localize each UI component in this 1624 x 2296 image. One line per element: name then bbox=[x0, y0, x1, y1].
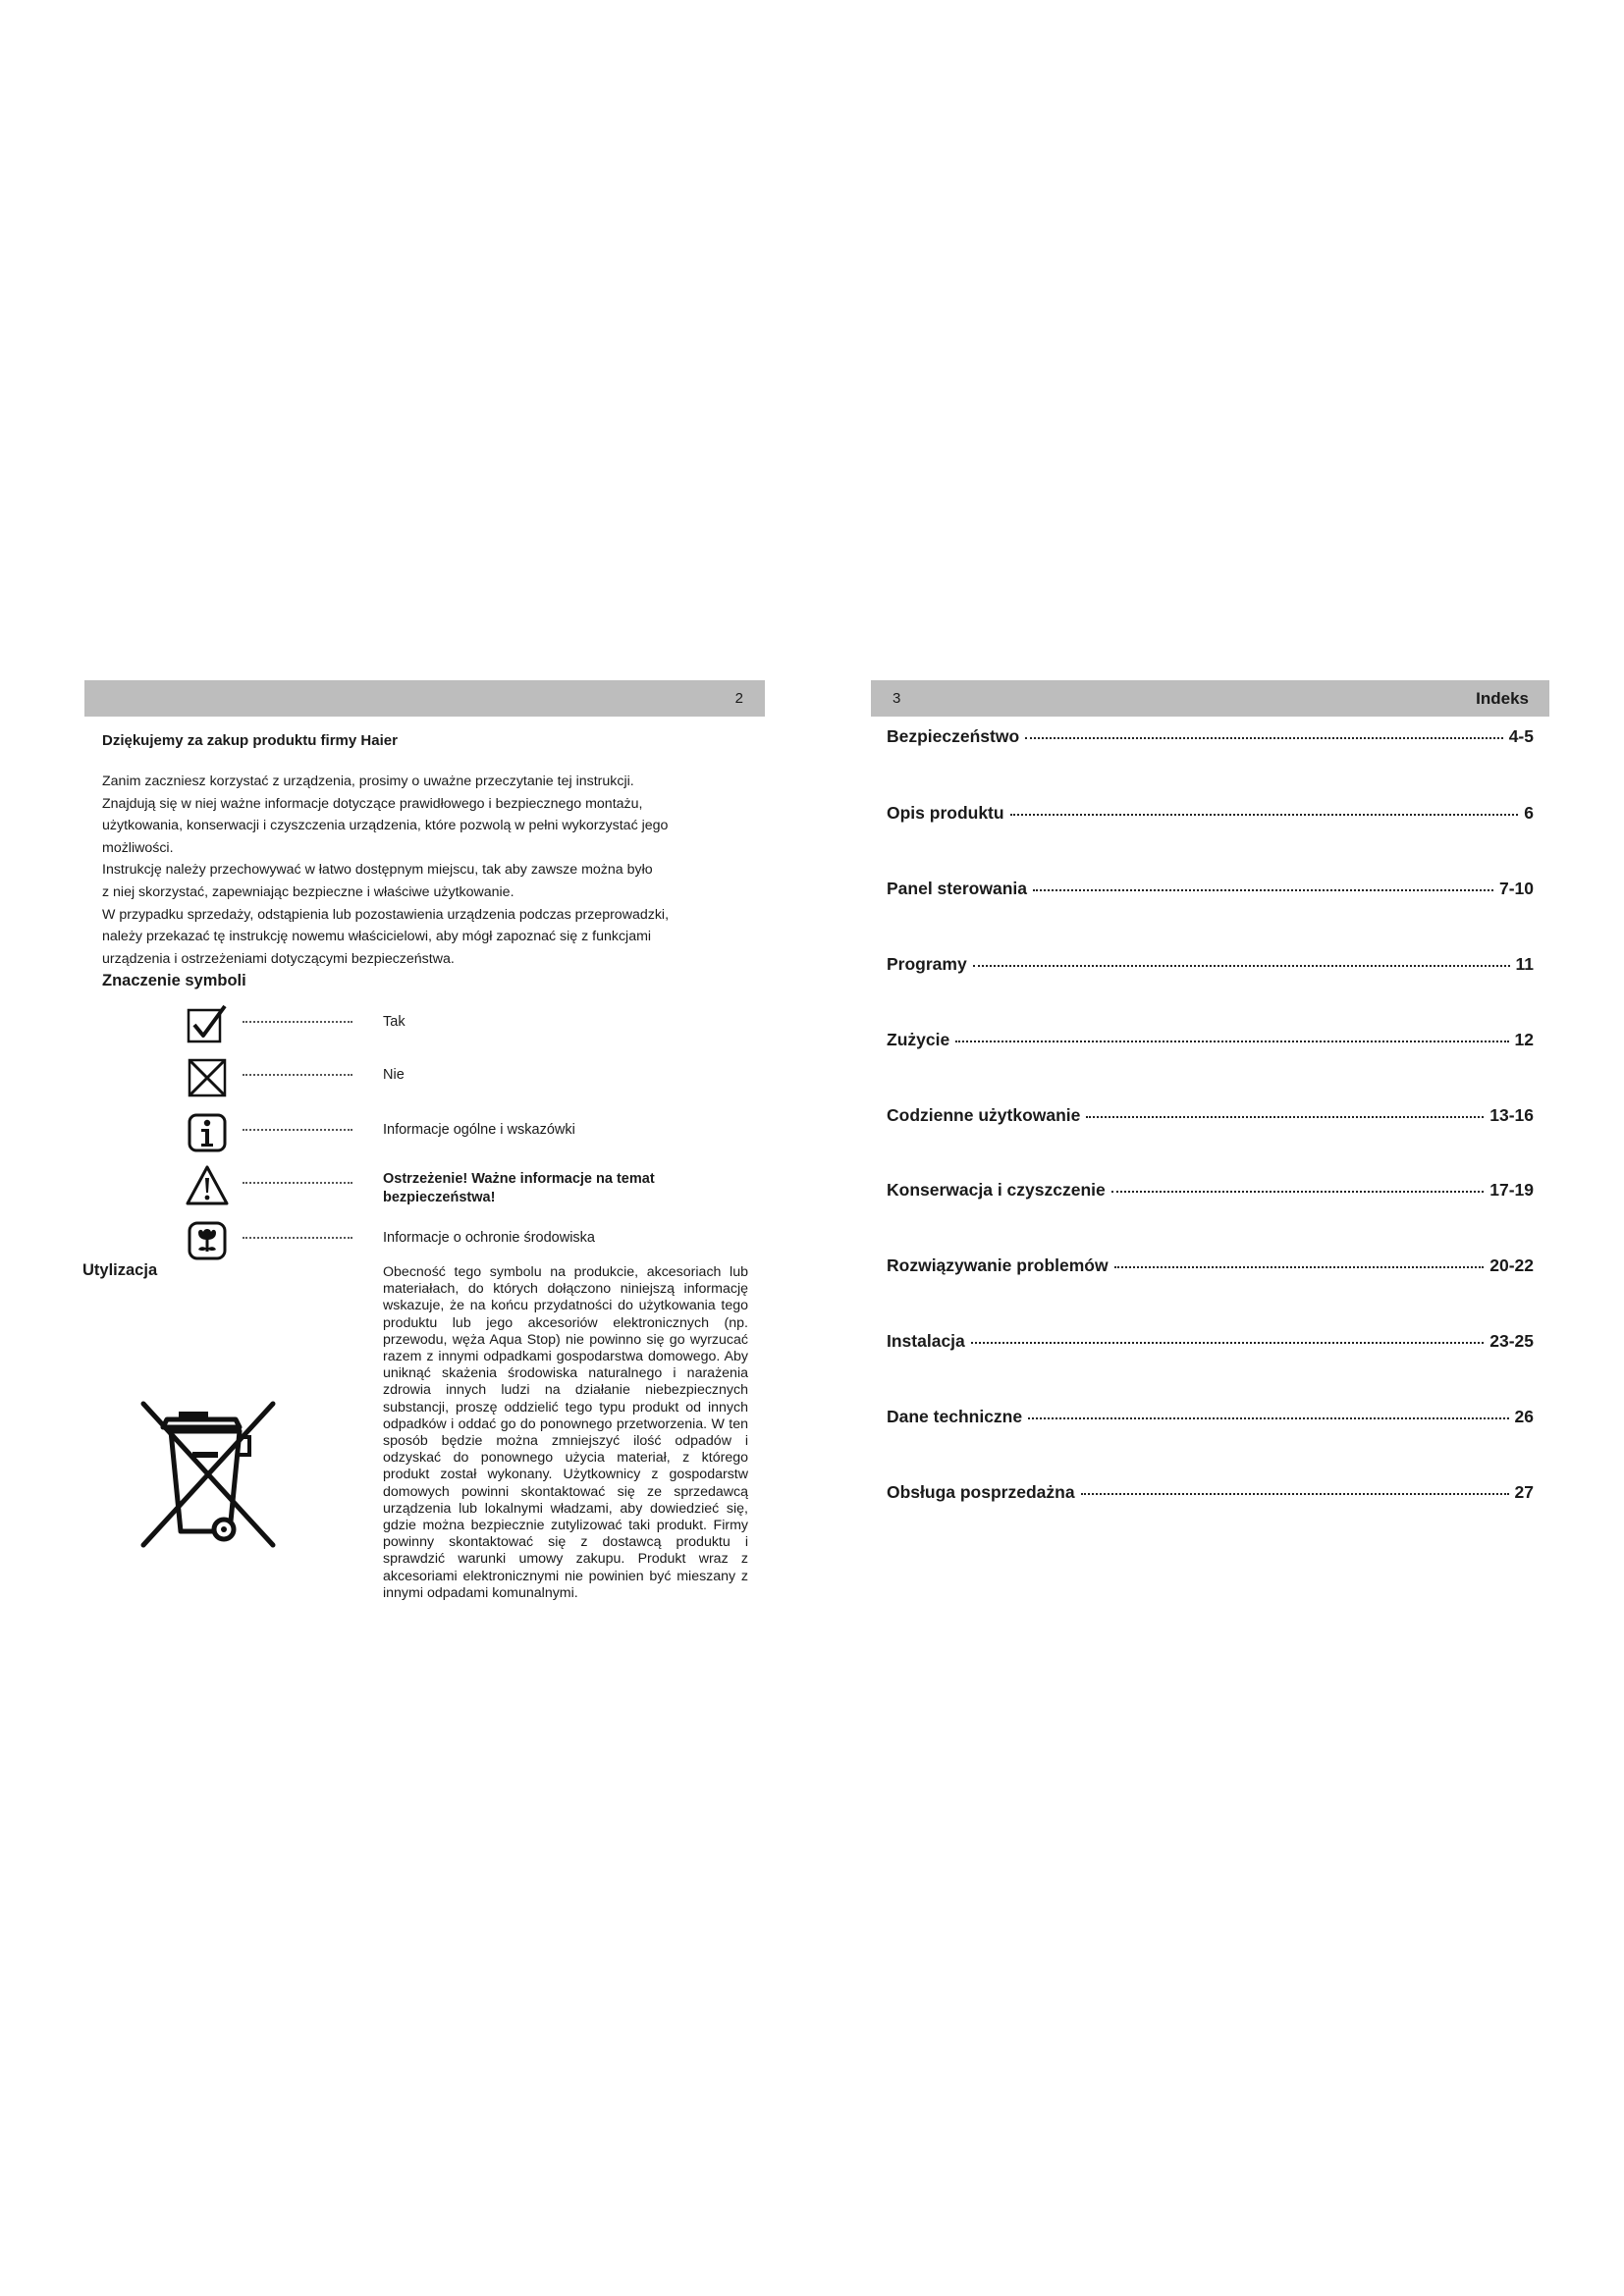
toc-pages: 11 bbox=[1515, 954, 1534, 974]
toc-title: Programy bbox=[887, 954, 967, 974]
toc-pages: 26 bbox=[1514, 1407, 1534, 1426]
toc-title: Codzienne użytkowanie bbox=[887, 1105, 1081, 1125]
disposal-heading: Utylizacja bbox=[82, 1261, 158, 1279]
page-number: 3 bbox=[893, 690, 901, 707]
toc-pages: 23-25 bbox=[1489, 1331, 1534, 1351]
symbol-row-no bbox=[186, 1056, 735, 1099]
disposal-text: Obecność tego symbolu na produkcie, akcesoriach lub materiałach, do których dołączono niniejszą informację wskazuje, że na końcu przydatności do użytkowania tego produktu lub jego akcesoriów elektronicznych (np. przewodu, węża Aqua Stop) nie powinno się go wyrzucać razem z innymi odpadkami gospodarstwa domowego. Aby uniknąć skażenia środowiska naturalnego i narażenia zdrowia innych ludzi na działanie niebezpiecznych substancji, proszę oddzielić tego typu produkt od innych odpadków i oddać go do ponownego przetworzenia. W ten sposób będzie można zmniejszyć ilość odpadów i odzyskać do ponownego użycia materiał, z którego produkt został wykonany. Użytkownicy z gospodarstw domowych powinni skontaktować się ze sprzedawcą urządzenia lub lokalnymi władzami, aby dowiedzieć się, gdzie można bezpiecznie zutylizować taki produkt. Firmy powinny skontaktować się z dostawcą produktu i sprawdzić warunki umowy zakupu. Produkt wraz z akcesoriami elektronicznymi nie powinien być mieszany z innymi odpadami komunalnymi. bbox=[383, 1264, 748, 1601]
symbols-heading: Znaczenie symboli bbox=[102, 972, 246, 989]
intro-line: urządzenia i ostrzeżeniami dotyczącymi bezpieczeństwa. bbox=[102, 950, 455, 967]
intro-line: należy przekazać tę instrukcję nowemu właścicielowi, aby mógł zapoznać się z funkcjami bbox=[102, 929, 652, 945]
symbol-label: Tak bbox=[383, 1014, 406, 1030]
crossed-box-icon bbox=[186, 1056, 229, 1099]
intro-line: W przypadku sprzedaży, odstąpienia lub pozostawienia urządzenia podczas przeprowadzki, bbox=[102, 906, 670, 923]
leader-dots bbox=[243, 1237, 352, 1239]
toc-entry[interactable] bbox=[887, 879, 1534, 904]
intro-line: Znajdują się w niej ważne informacje dotyczące prawidłowego i bezpiecznego montażu, bbox=[102, 795, 643, 812]
symbol-label: Informacje o ochronie środowiska bbox=[383, 1230, 595, 1246]
toc-pages: 4-5 bbox=[1508, 726, 1534, 746]
toc-title: Dane techniczne bbox=[887, 1407, 1023, 1426]
leader-dots bbox=[243, 1074, 352, 1076]
toc-entry[interactable] bbox=[887, 1331, 1534, 1357]
leader-dots bbox=[1081, 1493, 1509, 1495]
intro-text bbox=[102, 771, 750, 970]
toc-title: Rozwiązywanie problemów bbox=[887, 1255, 1109, 1275]
leader-dots bbox=[243, 1182, 352, 1184]
leader-dots bbox=[243, 1021, 352, 1023]
toc-title: Panel sterowania bbox=[887, 879, 1027, 898]
toc-pages: 17-19 bbox=[1489, 1180, 1534, 1200]
leader-dots bbox=[243, 1129, 352, 1131]
toc-title: Instalacja bbox=[887, 1331, 965, 1351]
toc-entry[interactable] bbox=[887, 803, 1534, 828]
toc-entry[interactable] bbox=[887, 1180, 1534, 1205]
toc-pages: 27 bbox=[1514, 1482, 1534, 1502]
symbol-row-yes bbox=[186, 1003, 735, 1046]
toc-title: Konserwacja i czyszczenie bbox=[887, 1180, 1106, 1200]
info-icon bbox=[186, 1111, 229, 1154]
checkmark-box-icon bbox=[186, 1003, 229, 1046]
leader-dots bbox=[1114, 1266, 1485, 1268]
toc-entry[interactable] bbox=[887, 954, 1534, 980]
leader-dots bbox=[1025, 737, 1503, 739]
left-header-bar bbox=[84, 680, 765, 717]
leader-dots bbox=[1033, 889, 1493, 891]
intro-line: użytkowania, konserwacji i czyszczenia urządzenia, które pozwolą w pełni wykorzystać jego bbox=[102, 818, 669, 834]
leader-dots bbox=[1111, 1191, 1484, 1193]
toc-entry[interactable] bbox=[887, 726, 1534, 752]
leader-dots bbox=[1086, 1116, 1484, 1118]
symbol-label: Informacje ogólne i wskazówki bbox=[383, 1122, 575, 1138]
symbol-label: Ostrzeżenie! Ważne informacje na temat bezpieczeństwa! bbox=[383, 1171, 655, 1205]
toc-pages: 7-10 bbox=[1498, 879, 1534, 898]
intro-line: możliwości. bbox=[102, 839, 174, 856]
toc-pages: 13-16 bbox=[1489, 1105, 1534, 1125]
page-number: 2 bbox=[734, 690, 743, 707]
right-page bbox=[812, 0, 1624, 2296]
symbol-row-info bbox=[186, 1111, 735, 1154]
toc-pages: 20-22 bbox=[1489, 1255, 1534, 1275]
symbol-row-environment bbox=[186, 1219, 735, 1262]
intro-line: z niej skorzystać, zapewniając bezpieczne i właściwe użytkowanie. bbox=[102, 883, 514, 900]
leader-dots bbox=[1010, 814, 1519, 816]
index-title: Indeks bbox=[1476, 689, 1529, 708]
symbol-row-warning bbox=[186, 1164, 735, 1207]
warning-triangle-icon bbox=[186, 1164, 229, 1207]
toc-entry[interactable] bbox=[887, 1255, 1534, 1281]
toc-pages: 12 bbox=[1514, 1030, 1534, 1049]
toc-entry[interactable] bbox=[887, 1407, 1534, 1432]
toc-title: Zużycie bbox=[887, 1030, 950, 1049]
toc-pages: 6 bbox=[1524, 803, 1534, 823]
leader-dots bbox=[955, 1041, 1508, 1042]
toc-entry[interactable] bbox=[887, 1030, 1534, 1055]
leader-dots bbox=[1028, 1417, 1508, 1419]
leader-dots bbox=[971, 1342, 1484, 1344]
intro-line: Zanim zaczniesz korzystać z urządzenia, prosimy o uważne przeczytanie tej instrukcji. bbox=[102, 774, 634, 789]
toc-title: Obsługa posprzedażna bbox=[887, 1482, 1075, 1502]
thank-you-heading: Dziękujemy za zakup produktu firmy Haier bbox=[102, 732, 398, 749]
crossed-out-wheelie-bin-icon bbox=[137, 1398, 281, 1555]
symbol-label: Nie bbox=[383, 1067, 405, 1083]
toc-title: Opis produktu bbox=[887, 803, 1004, 823]
toc-title: Bezpieczeństwo bbox=[887, 726, 1020, 746]
environment-icon bbox=[186, 1219, 229, 1262]
toc-entry[interactable] bbox=[887, 1105, 1534, 1131]
right-header-bar bbox=[871, 680, 1549, 717]
toc-entry[interactable] bbox=[887, 1482, 1534, 1508]
intro-line: Instrukcję należy przechowywać w łatwo dostępnym miejscu, tak aby zawsze można było bbox=[102, 862, 653, 879]
leader-dots bbox=[973, 965, 1510, 967]
